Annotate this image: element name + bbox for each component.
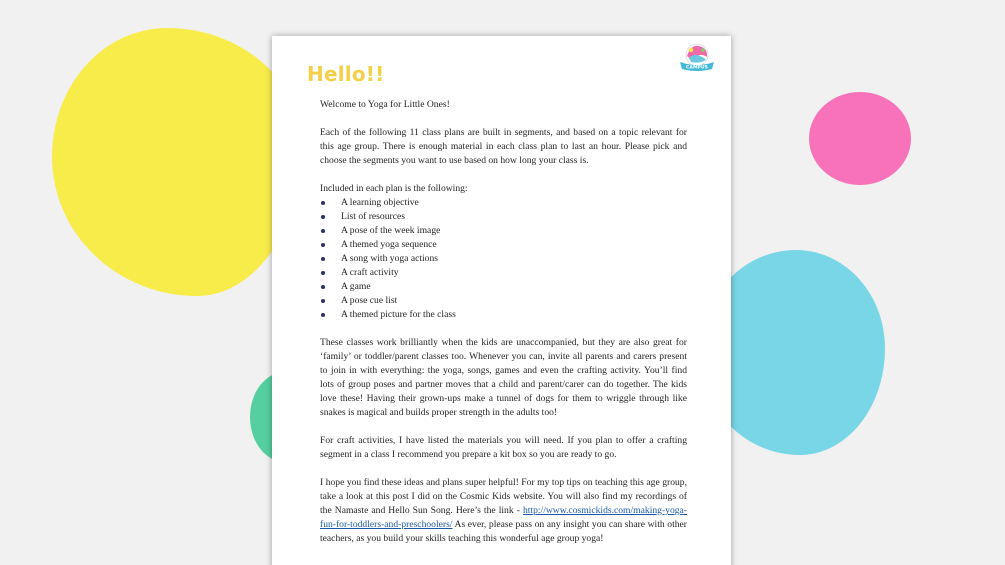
logo-text: CAMPUS <box>686 65 708 71</box>
craft-paragraph: For craft activities, I have listed the materials you will need. If you plan to offer a crafting segment in a class I recommend you prepare a kit box so you are ready to go. <box>320 435 687 460</box>
intro-paragraph: Welcome to Yoga for Little Ones! <box>320 99 450 110</box>
tips-paragraph <box>320 476 687 546</box>
list-intro: Included in each plan is the following: <box>320 183 468 194</box>
page-heading: Hello!! <box>307 62 385 86</box>
bullet-icon <box>321 257 325 261</box>
list-item: A learning objective <box>320 196 687 210</box>
bullet-icon <box>321 299 325 303</box>
pink-blob <box>809 92 911 185</box>
bullet-icon <box>321 243 325 247</box>
list-item: A pose cue list <box>320 294 687 308</box>
tips-text-after: As ever, please pass on any insight you can share with other teachers, as you build your skills teaching this wonderful age group yoga! <box>320 519 687 544</box>
cosmic-kids-link[interactable]: http://www.cosmickids.com/making-yoga-fun-for-toddlers-and-preschoolers/ <box>320 505 687 530</box>
document-page <box>272 36 731 565</box>
family-classes-paragraph: These classes work brilliantly when the kids are unaccompanied, but they are also great for ‘family’ or toddler/parent classes too. Whenever you can, invite all parents and carers present to join in with everything: the yoga, songs, games and even the crafting activity. You’ll find lots of group poses and partner moves that a child and parent/carer can do together. The kids love these! Having their grown-ups make a tunnel of dogs for them to wriggle through like snakes is magical and builds proper strength in the adults too! <box>320 337 687 418</box>
list-item: A themed picture for the class <box>320 308 687 322</box>
list-item: A song with yoga actions <box>320 252 687 266</box>
campus-logo-icon <box>677 42 717 74</box>
bullet-icon <box>321 215 325 219</box>
yellow-blob <box>52 28 302 296</box>
overview-paragraph: Each of the following 11 class plans are built in segments, and based on a topic relevant for this age group. There is enough material in each class plan to last an hour. Please pick and choose the segments you want to use based on how long your class is. <box>320 127 687 166</box>
bullet-icon <box>321 313 325 317</box>
list-item: A themed yoga sequence <box>320 238 687 252</box>
bullet-icon <box>321 285 325 289</box>
list-item: A game <box>320 280 687 294</box>
bullet-icon <box>321 201 325 205</box>
bullet-icon <box>321 229 325 233</box>
list-item: List of resources <box>320 210 687 224</box>
list-item: A pose of the week image <box>320 224 687 238</box>
campus-logo <box>677 42 717 74</box>
tips-text-before: I hope you find these ideas and plans super helpful! For my top tips on teaching this age group, take a look at this post I did on the Cosmic Kids website. You will also find my recordings of the Namaste and Hello Sun Song. Here’s the link - <box>320 477 687 516</box>
document-body <box>320 98 687 546</box>
list-item: A craft activity <box>320 266 687 280</box>
bullet-icon <box>321 271 325 275</box>
included-items-list <box>320 196 687 322</box>
